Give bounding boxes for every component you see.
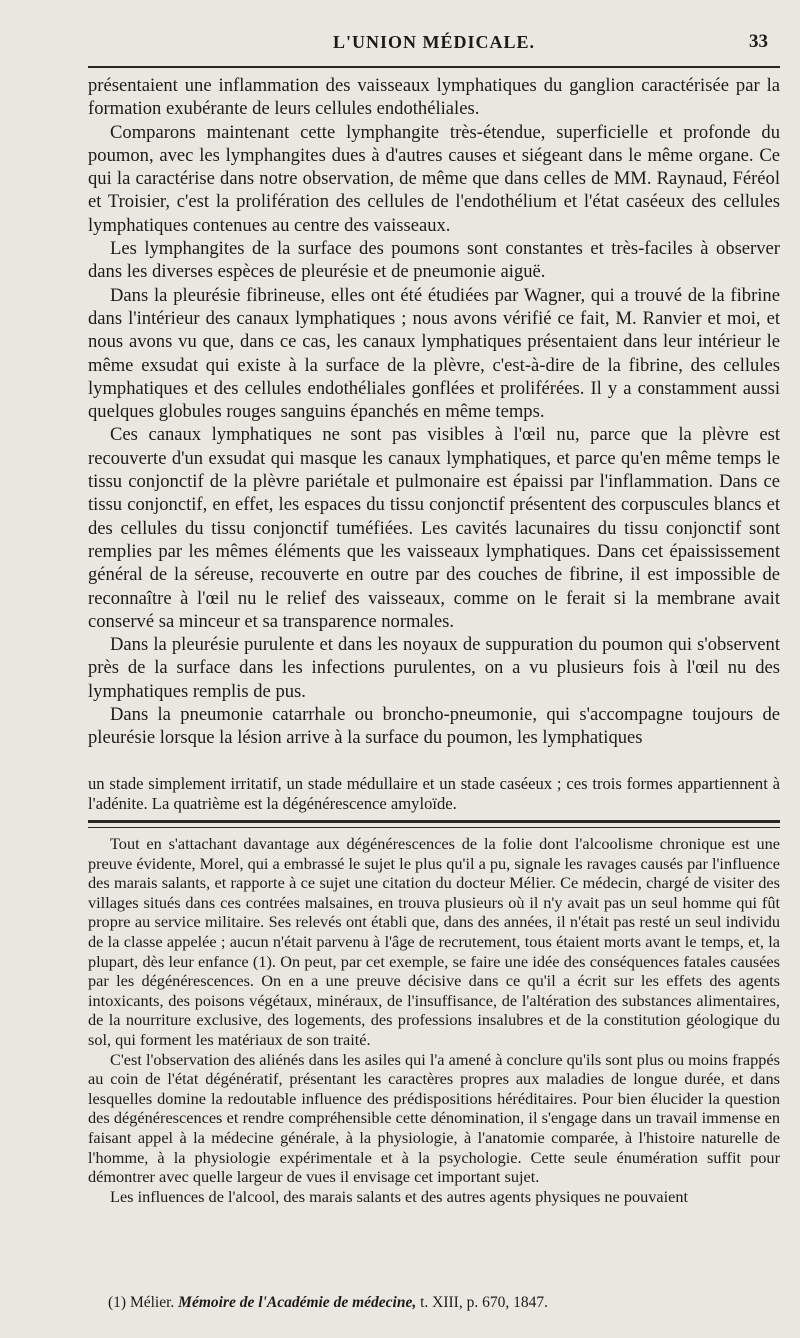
- footnote: [108, 1293, 768, 1312]
- header-rule: [88, 66, 780, 68]
- paragraph: un stade simplement irritatif, un stade médullaire et un stade caséeux ; ces trois formes appartiennent à l'adénite. La quatrième est la dégénérescence amyloïde.: [88, 774, 780, 813]
- footnote-reference: t. XIII, p. 670, 1847.: [420, 1294, 548, 1311]
- small-print-continuation: [88, 774, 780, 813]
- paragraph: Comparons maintenant cette lymphangite très-étendue, superficielle et profonde du poumon, avec les lymphangites dues à d'autres causes et siégeant dans le même organe. Ce qui la caractérise dans notre observation, de même que dans celles de MM. Raynaud, Féréol et Troisier, c'est la prolifération des cellules de l'endothélium et l'état caséeux des cellules lymphatiques contenues au centre des vaisseaux.: [88, 121, 780, 236]
- paragraph: Les lymphangites de la surface des poumons sont constantes et très-faciles à observer dans les diverses espèces de pleurésie et de pneumonie aiguë.: [88, 238, 780, 283]
- feuilleton-separator: [88, 820, 780, 828]
- paragraph: Dans la pneumonie catarrhale ou broncho-pneumonie, qui s'accompagne toujours de pleurésie lorsque la lésion arrive à la surface du poumon, les lymphatiques: [88, 704, 780, 749]
- paragraph: C'est l'observation des aliénés dans les asiles qui l'a amené à conclure qu'ils sont plus ou moins frappés au coin de l'état dégénératif, présentant les caractères propres aux maladies de longue durée, et dans lesquelles domine la redoutable influence des prédispositions héréditaires. Pour bien élucider la question des dégénérescences et rendre compréhensible cette dénomination, il s'engage dans un travail immense en faisant appel à la médecine générale, à la physiologie, à l'anatomie comparée, à l'histoire naturelle de l'homme, à la physiologie expérimentale et à la psychologie. Cette seule énumération suffit pour démontrer avec quelle largeur de vues il envisage cet important sujet.: [88, 1049, 780, 1187]
- paragraph: Ces canaux lymphatiques ne sont pas visibles à l'œil nu, parce que la plèvre est recouverte d'un exsudat qui masque les canaux lymphatiques, et parce qu'en même temps le tissu conjonctif de la plèvre pariétale et pulmonaire est épaissi par l'inflammation. Dans ce tissu conjonctif, en effet, les espaces du tissu conjonctif présentent des corpuscules blancs et des cellules du tissu conjonctif tuméfiées. Les cavités lacunaires du tissu conjonctif sont remplies par les mêmes éléments que les vaisseaux lymphatiques. Dans cet épaississement général de la séreuse, recouverte en outre par des couches de fibrine, il est impossible de reconnaître à l'œil nu le relief des vaisseaux, comme on le ferait si la membrane avait conservé sa minceur et sa transparence normales.: [88, 424, 780, 632]
- running-title: L'UNION MÉDICALE.: [332, 32, 536, 52]
- page-number: 33: [749, 31, 768, 52]
- footnote-source: Mémoire de l'Académie de médecine,: [178, 1294, 417, 1311]
- paragraph: présentaient une inflammation des vaisseaux lymphatiques du ganglion caractérisée par la formation exubérante de leurs cellules endothéliales.: [88, 75, 780, 120]
- page-header: [88, 30, 780, 58]
- main-article: [88, 74, 780, 750]
- paragraph: Dans la pleurésie purulente et dans les noyaux de suppuration du poumon qui s'observent près de la surface dans les infections purulentes, on a vu plusieurs fois à l'œil nu des lymphatiques remplis de pus.: [88, 634, 780, 702]
- footnote-marker: (1) Mélier.: [108, 1294, 175, 1311]
- paragraph: Dans la pleurésie fibrineuse, elles ont été étudiées par Wagner, qui a trouvé de la fibrine dans l'intérieur des canaux lymphatiques ; nous avons vérifié ce fait, M. Ranvier et moi, et nous avons vu que, dans ce cas, les canaux lymphatiques présentaient dans leur intérieur le même exsudat qui existe à la surface de la plèvre, c'est-à-dire de la fibrine, des cellules lymphatiques et des cellules endothéliales gonflées et proliférées. Il y a constamment aussi quelques globules rouges sanguins épanchés en même temps.: [88, 284, 780, 423]
- paragraph: Tout en s'attachant davantage aux dégénérescences de la folie dont l'alcoolisme chronique est une preuve évidente, Morel, qui a embrassé le sujet le plus qu'il a pu, signale les ravages causés par l'influence des marais salants, et rapporte à ce sujet une citation du docteur Mélier. Ce médecin, chargé de visiter des villages situés dans ces contrées malsaines, en trouva plusieurs où il n'y avait pas un seul homme qui fût propre au service militaire. Ses relevés ont établi que, dans des années, il n'était pas resté un seul individu de la classe appelée ; aucun n'était parvenu à l'âge de recrutement, tous étaient morts avant le temps, et, la plupart, dès leur enfance (1). On peut, par cet exemple, se faire une idée des conséquences fatales causées par les dégénérescences. On en a une preuve décisive dans ce qu'il a écrit sur les effets des agents intoxicants, des poisons végétaux, minéraux, de l'insuffisance, de l'altération des substances alimentaires, de la nourriture exclusive, des logements, des professions insalubres et de la constitution géologique du sol, qui forment les matériaux de son traité.: [88, 834, 780, 1049]
- paragraph: Les influences de l'alcool, des marais salants et des autres agents physiques ne pouvaient: [110, 1186, 689, 1206]
- feuilleton: [88, 834, 780, 1206]
